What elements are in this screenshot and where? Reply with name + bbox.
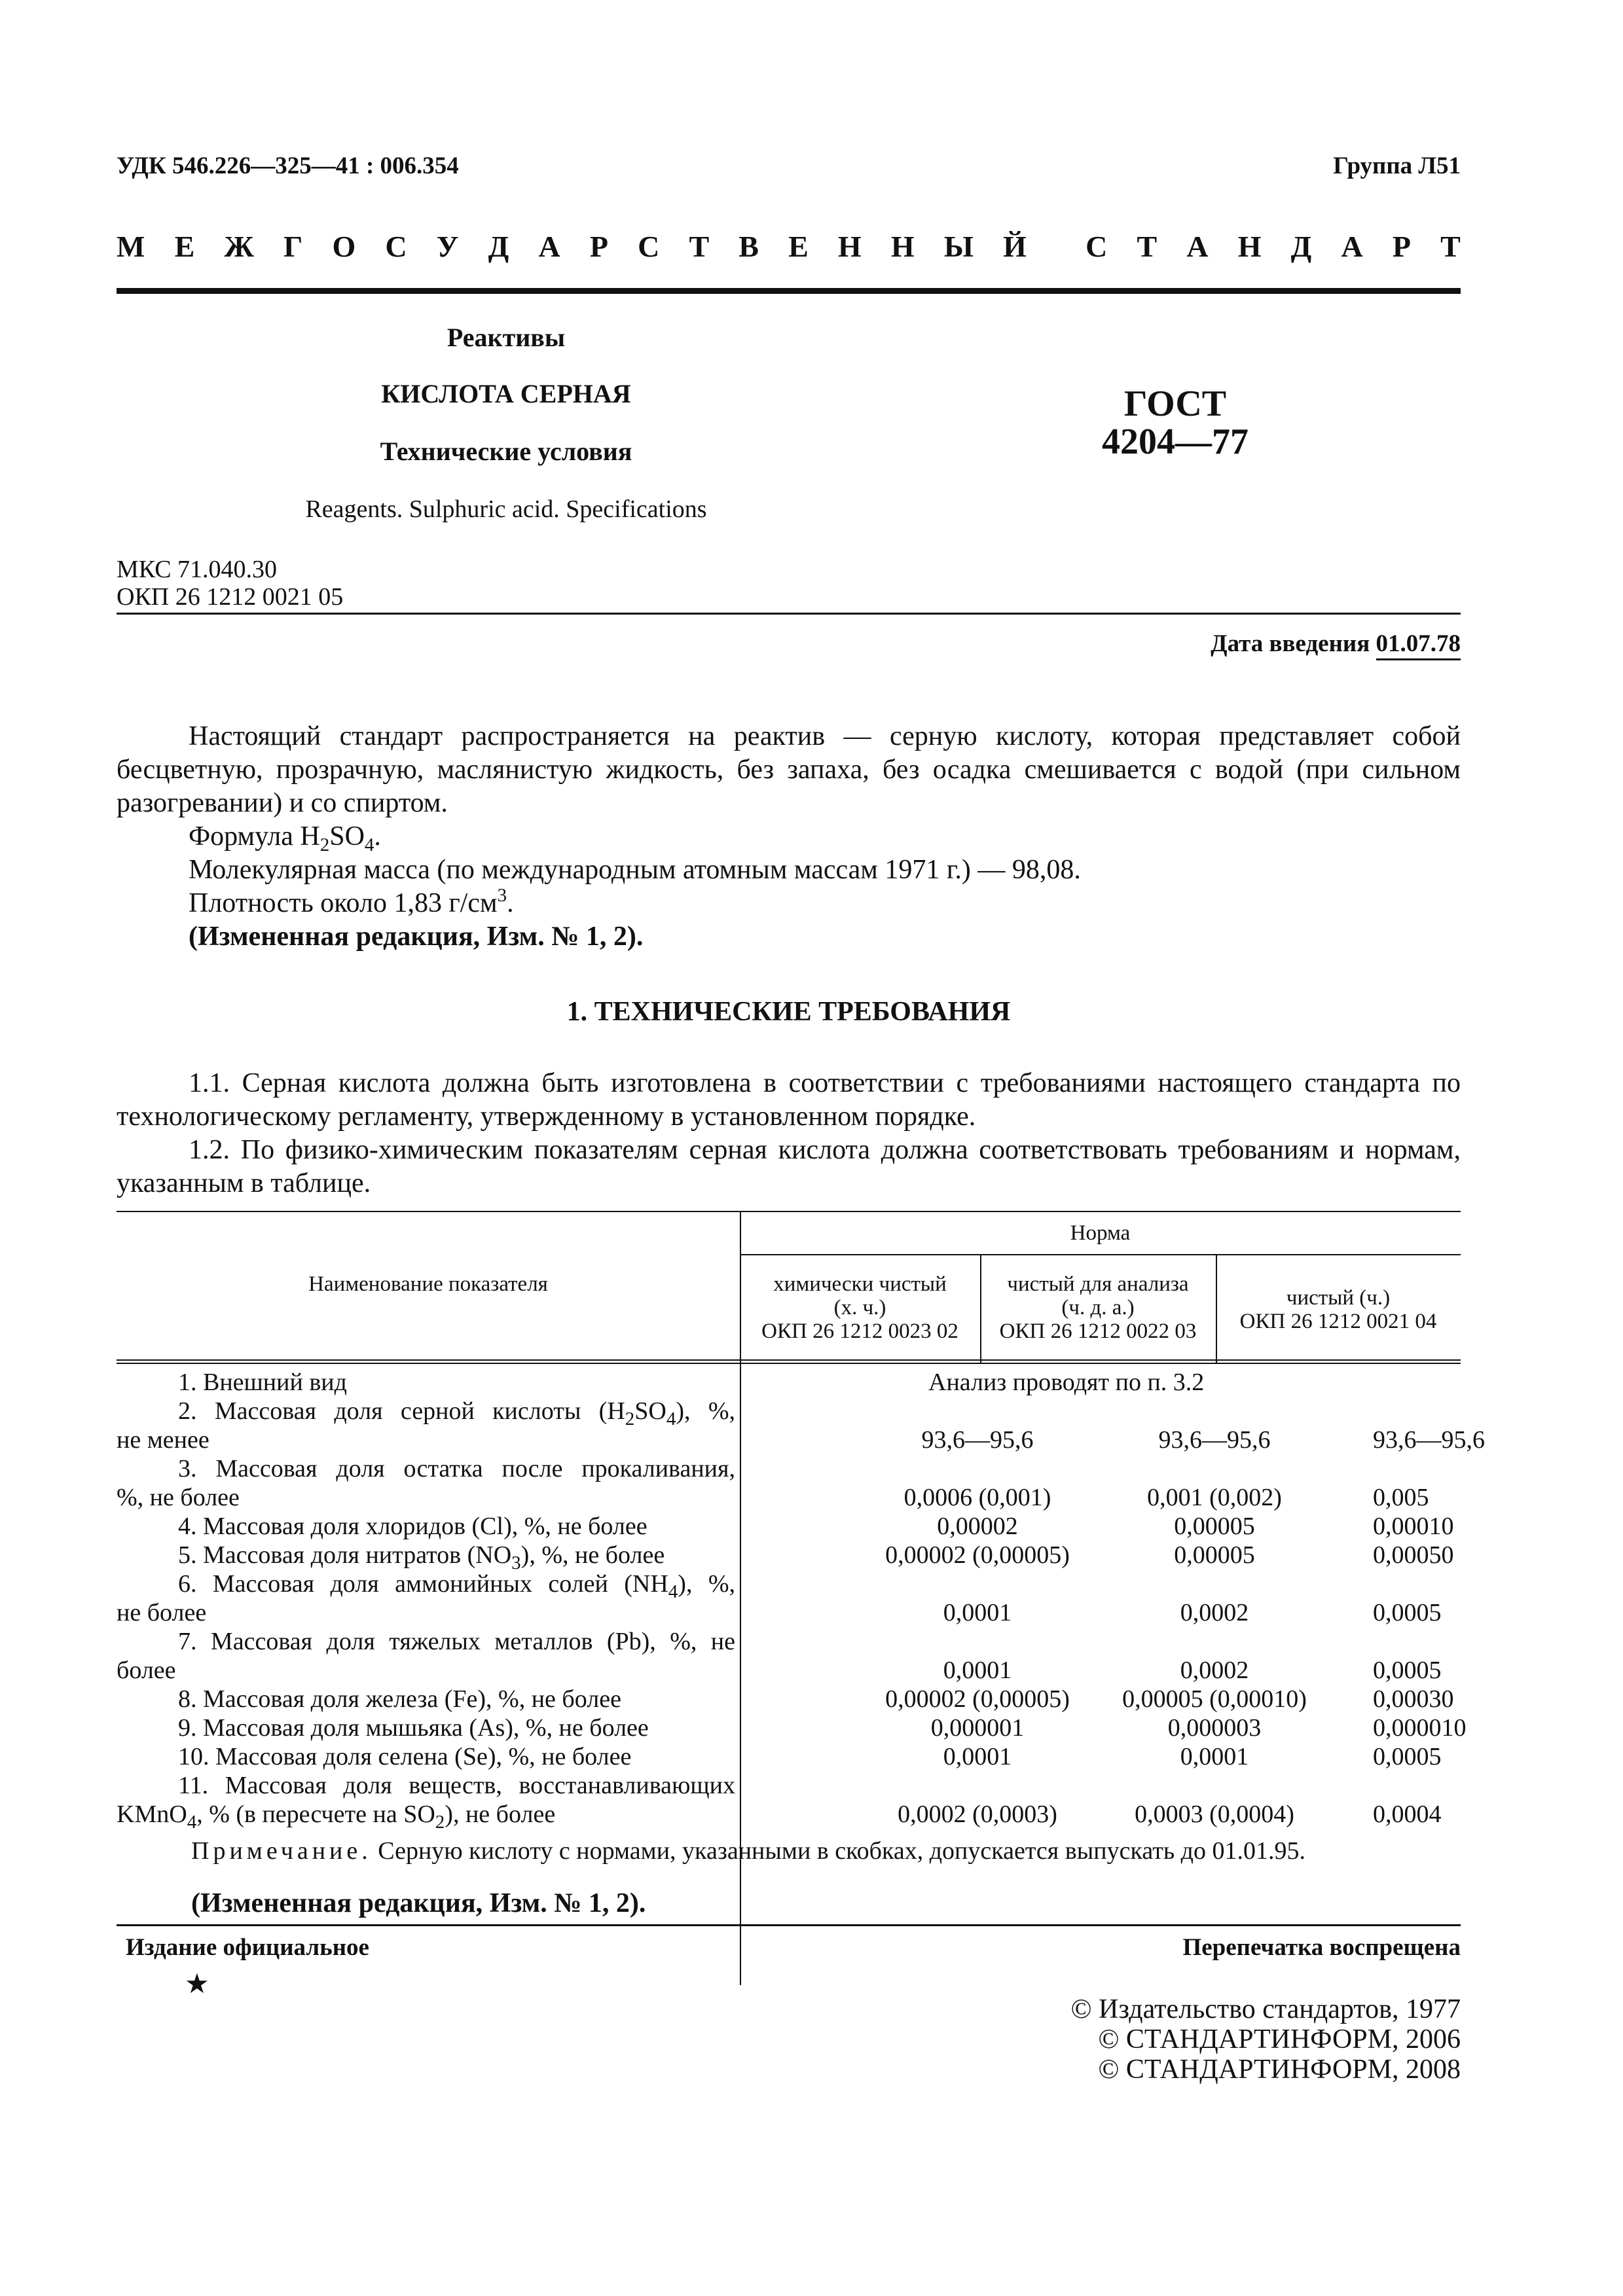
banner-letter: Т [1440, 230, 1461, 263]
mks-code: МКС 71.040.30 [117, 556, 278, 583]
banner-letter: Т [689, 230, 710, 263]
banner-letter: У [436, 230, 459, 263]
gost-designation [1038, 385, 1313, 461]
copyright-line: © Издательство стандартов, 1977 [1070, 1994, 1461, 2024]
date-value: 01.07.78 [1376, 630, 1461, 660]
star-icon: ★ [185, 1969, 210, 2000]
table-note [191, 1837, 1305, 1865]
banner-letter: Н [1237, 230, 1262, 263]
table-row: 4. Массовая доля хлоридов (Cl), %, не более 0,00002 0,00005 0,00010 [178, 1513, 1454, 1540]
merged-cell: Анализ проводят по п. 3.2 [928, 1369, 1205, 1396]
banner-letter: А [1186, 230, 1209, 263]
column-header-grade-2: чистый для анализа (ч. д. а.) ОКП 26 1212 0022 03 [999, 1272, 1197, 1343]
section-title: 1. ТЕХНИЧЕСКИЕ ТРЕБОВАНИЯ [566, 997, 1011, 1027]
clause-1-1: 1.1. Серная кислота должна быть изготовлена в соответствии с требованиями настоящего стандарта по технологическому регламенту, утвержденному в установленном порядке. [117, 1068, 1461, 1132]
banner-letter: А [538, 230, 560, 263]
molecular-mass-line: Молекулярная масса (по международным атомным массам 1971 г.) — 98,08. [189, 855, 1081, 885]
banner-letter: Е [174, 230, 195, 263]
banner-letter: Р [589, 230, 608, 263]
official-edition: Издание официальное [126, 1934, 369, 1961]
table-row: 2. Массовая доля серной кислоты $(H_2SO_4)$, %, не менее 93,6—95,6 93,6—95,6 93,6—95,6 [117, 1397, 1485, 1454]
banner-letter: О [332, 230, 356, 263]
table-header-rule-2 [117, 1363, 1461, 1364]
clause-1-2: 1.2. По физико-химическим показателям серная кислота должна соответствовать требованиям и нормам, указанным в таблице. [117, 1135, 1461, 1198]
copyright-line: © СТАНДАРТИНФОРМ, 2008 [1098, 2054, 1461, 2085]
amended-note: (Измененная редакция, Изм. № 1, 2). [189, 922, 644, 952]
gost-number: 4204—77 [1102, 422, 1249, 462]
introduction-date [1211, 630, 1461, 658]
amended-note-2: (Измененная редакция, Изм. № 1, 2). [191, 1888, 646, 1918]
intro-paragraph: Настоящий стандарт распространяется на реактив — серную кислоту, которая представляет собой бесцветную, прозрачную, маслянистую жидкость, без запаха, без осадка смешивается с водой (при сильном разогревании) и со спиртом. [117, 721, 1461, 818]
interstate-standard-banner [117, 229, 1461, 264]
banner-letter: Т [1137, 230, 1158, 263]
product-title: КИСЛОТА СЕРНАЯ [381, 379, 631, 408]
date-label: Дата введения [1211, 630, 1370, 657]
banner-letter: Н [890, 230, 915, 263]
header-rule [117, 288, 1461, 294]
banner-letter: М [117, 230, 145, 263]
english-title: Reagents. Sulphuric acid. Specifications [305, 495, 707, 523]
udk-code: УДК 546.226—325—41 : 006.354 [117, 152, 459, 179]
banner-letter: С [385, 230, 407, 263]
banner-letter: Р [1392, 230, 1411, 263]
banner-letter: Ы [943, 230, 974, 263]
gost-label: ГОСТ [1123, 384, 1227, 424]
table-row: 1. Внешний вид Анализ проводят по п. 3.2 [178, 1369, 1205, 1396]
table-row: 6. Массовая доля аммонийных солей $(NH_4)$, %, не более 0,0001 0,0002 0,0005 [117, 1570, 1442, 1626]
banner-letter: Ж [224, 230, 254, 263]
banner-letter: С [638, 230, 660, 263]
density-line: Плотность около 1,83 $г/см^3$. [189, 885, 514, 918]
intro-block [117, 720, 1461, 954]
banner-letter: Д [1290, 230, 1312, 263]
table-top-rule [117, 1211, 1461, 1212]
table-row: 9. Массовая доля мышьяка (As), %, не более 0,000001 0,000003 0,000010 [178, 1714, 1467, 1742]
reprint-forbidden: Перепечатка воспрещена [1182, 1934, 1461, 1961]
okp-code: ОКП 26 1212 0021 05 [117, 583, 344, 611]
table-norm-rule [740, 1254, 1461, 1255]
table-row: 5. Массовая доля нитратов $(NO_3)$, %, не более 0,00002 (0,00005) 0,00005 0,00050 [178, 1541, 1454, 1573]
note-label: Примечание. [191, 1837, 372, 1865]
table-header-rule [117, 1359, 1461, 1361]
banner-letter: Д [488, 230, 509, 263]
column-header-norm: Норма [1070, 1221, 1131, 1245]
banner-letter: Й [1003, 230, 1027, 263]
reagents-title: Реактивы [447, 323, 566, 352]
group-code: Группа Л51 [1333, 152, 1461, 179]
column-header-grade-1: химически чистый (х. ч.) ОКП 26 1212 0023 02 [761, 1272, 958, 1343]
column-header-name: Наименование показателя [308, 1272, 548, 1296]
footer-rule [117, 1924, 1461, 1926]
table-row: 7. Массовая доля тяжелых металлов (Pb), %, не более 0,0001 0,0002 0,0005 [117, 1628, 1442, 1684]
table-row: 3. Массовая доля остатка после прокаливания, %, не более 0,0006 (0,001) 0,001 (0,002) 0,005 [117, 1455, 1429, 1511]
section1-block [117, 1067, 1461, 1200]
banner-letter: Е [788, 230, 809, 263]
table-row: 8. Массовая доля железа (Fe), %, не более 0,00002 (0,00005) 0,00005 (0,00010) 0,00030 [178, 1685, 1454, 1713]
note-text: Серную кислоту с нормами, указанными в скобках, допускается выпускать до 01.01.95. [371, 1837, 1305, 1865]
formula-line: Формула $H_2SO_4$. [189, 821, 381, 855]
table-row: 11. Массовая доля веществ, восстанавливающих KMnO$_4$, % (в пересчете на $SO_2$), не более 0,0002 (0,0003) 0,0003 (0,0004) 0,0004 [117, 1772, 1442, 1833]
table-row: 10. Массовая доля селена (Se), %, не более 0,0001 0,0001 0,0005 [178, 1743, 1442, 1770]
banner-letter: А [1341, 230, 1363, 263]
meta-rule [117, 613, 1461, 615]
conditions-title: Технические условия [380, 437, 632, 466]
banner-letter: В [739, 230, 759, 263]
banner-letter: Г [283, 230, 303, 263]
copyright-line: © СТАНДАРТИНФОРМ, 2006 [1098, 2024, 1461, 2054]
banner-letter: Н [837, 230, 862, 263]
column-header-grade-3: чистый (ч.) ОКП 26 1212 0021 04 [1239, 1286, 1437, 1333]
banner-letter: С [1085, 230, 1108, 263]
